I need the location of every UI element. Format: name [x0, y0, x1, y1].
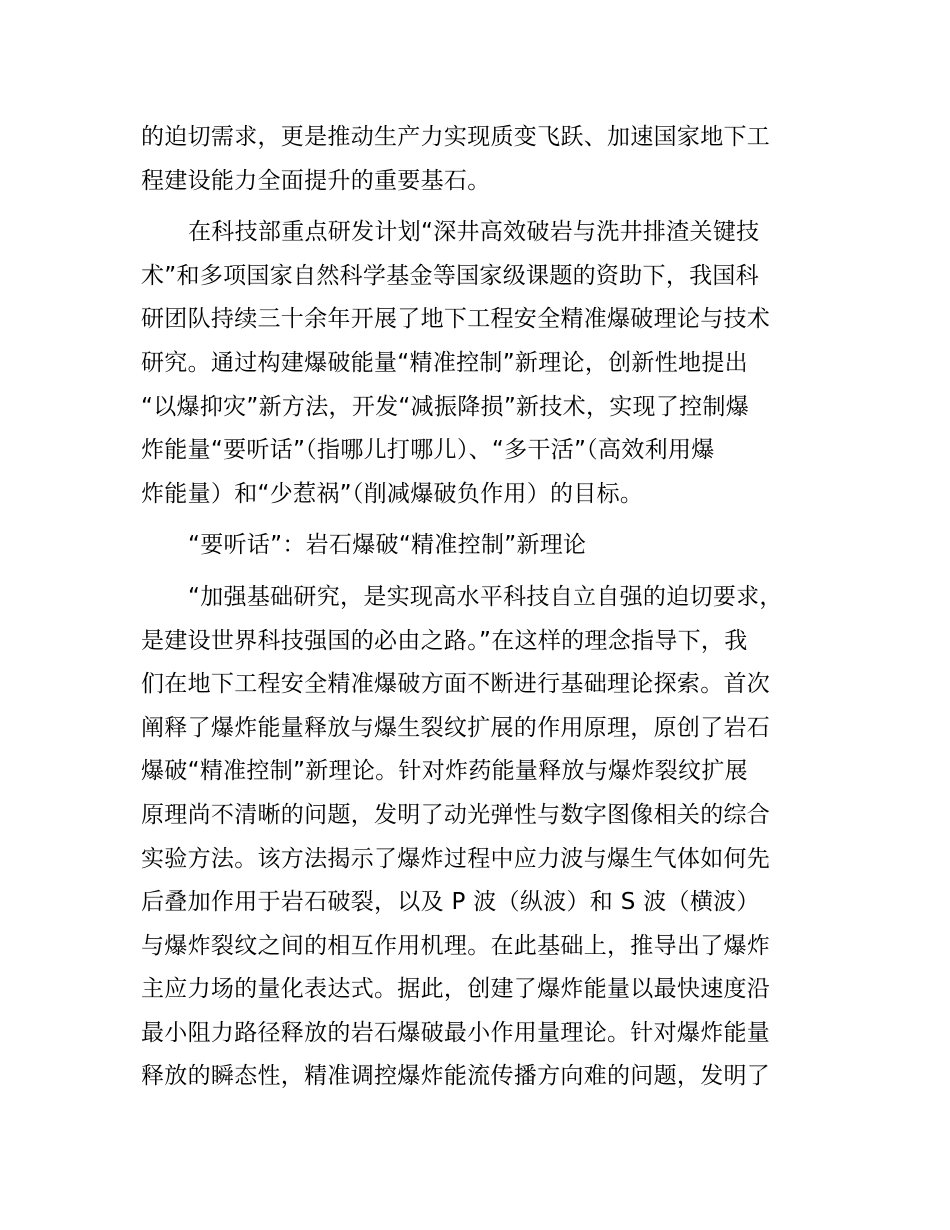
text-line: “加强基础研究，是实现高水平科技自立自强的迫切要求， [188, 583, 783, 610]
text-line: 程建设能力全面提升的重要基石。 [141, 167, 491, 194]
text-line: 后叠加作用于岩石破裂，以及 P 波（纵波）和 S 波（横波） [141, 889, 760, 916]
paragraph-2 [141, 211, 821, 516]
text-line: 炸能量“要听话”（指哪儿打哪儿）、“多干活”（高效利用爆 [141, 437, 715, 464]
text-line: 主应力场的量化表达式。据此，创建了爆炸能量以最快速度沿 [141, 976, 771, 1003]
text-line: 阐释了爆炸能量释放与爆生裂纹扩展的作用原理，原创了岩石 [141, 714, 771, 741]
text-line: 爆破“精准控制”新理论。针对炸药能量释放与爆炸裂纹扩展 [141, 758, 748, 785]
section-heading [141, 524, 821, 568]
text-line: 们在地下工程安全精准爆破方面不断进行基础理论探索。首次 [141, 671, 771, 698]
text-line: 最小阻力路径释放的岩石爆破最小作用量理论。针对爆炸能量 [141, 1019, 771, 1046]
text-line: 原理尚不清晰的问题，发明了动光弹性与数字图像相关的综合 [141, 801, 771, 828]
text-line: 释放的瞬态性，精准调控爆炸能流传播方向难的问题，发明了 [141, 1063, 771, 1090]
paragraph-3 [141, 576, 821, 1099]
text-line: 研究。通过构建爆破能量“精准控制”新理论，创新性地提出 [141, 349, 748, 376]
text-line: 炸能量）和“少惹祸”（削减爆破负作用）的目标。 [141, 480, 644, 507]
text-line: 实验方法。该方法揭示了爆炸过程中应力波与爆生气体如何先 [141, 845, 771, 872]
text-line: 是建设世界科技强国的必由之路。”在这样的理念指导下，我 [141, 627, 748, 654]
text-line: “以爆抑灾”新方法，开发“减振降损”新技术，实现了控制爆 [141, 393, 750, 420]
heading-text: “要听话”：岩石爆破“精准控制”新理论 [188, 532, 587, 559]
text-line: 与爆炸裂纹之间的相互作用机理。在此基础上，推导出了爆炸 [141, 932, 771, 959]
text-line: 的迫切需求，更是推动生产力实现质变飞跃、加速国家地下工 [141, 124, 771, 150]
document-body [141, 116, 821, 1099]
text-line: 在科技部重点研发计划“深井高效破岩与洗井排渣关键技 [188, 219, 760, 246]
text-line: 术”和多项国家自然科学基金等国家级课题的资助下，我国科 [141, 262, 760, 289]
paragraph-1 [141, 116, 821, 203]
text-line: 研团队持续三十余年开展了地下工程安全精准爆破理论与技术 [141, 306, 771, 333]
